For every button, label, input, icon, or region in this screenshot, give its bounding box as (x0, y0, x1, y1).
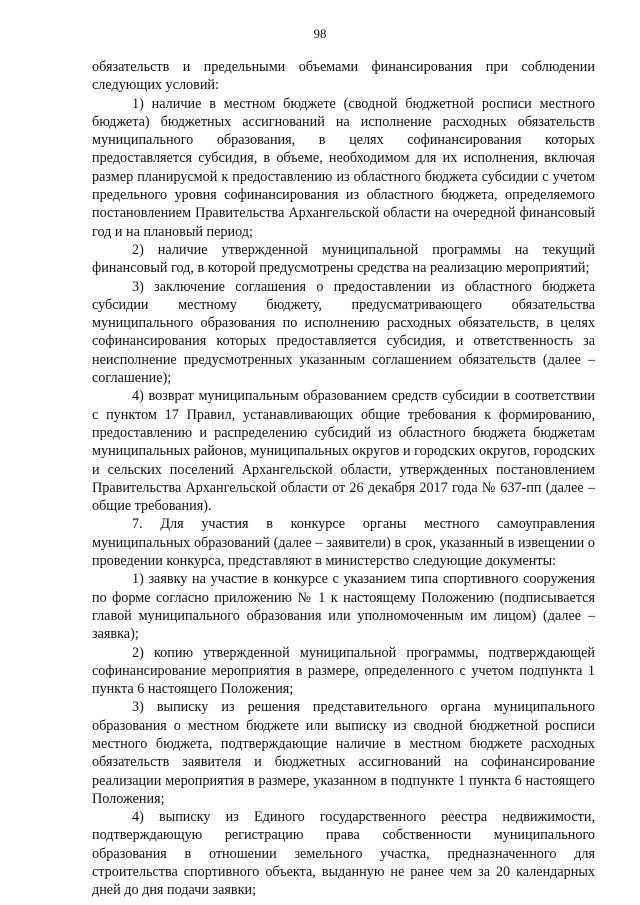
paragraph-condition-1: 1) наличие в местном бюджете (сводной бюджетной росписи местного бюджета) бюджетных ассигнований на исполнение расходных обязательств муниципального образования, в целях софинансирования которых предоставляется субсидия, в объеме, необходимом для их исполнения, включая размер планирусмой к предоставлению из областного бюджета субсидии с учетом предельного уровня софинансирования из областного бюджета, определяемого постановлением Правительства Архангельской области на очередной финансовый год и на плановый период; (92, 95, 595, 240)
paragraph-continuation: обязательств и предельными объемами финансирования при соблюдении следующих условий: (92, 59, 595, 94)
paragraph-condition-2: 2) наличие утвержденной муниципальной программы на текущий финансовый год, в которой предусмотрены средства на реализацию мероприятий; (92, 241, 595, 277)
document-body (92, 58, 595, 900)
paragraph-document-3: 3) выписку из решения представительного органа муниципального образования о местном бюджете или выписку из сводной бюджетной росписи местного бюджета, подтверждающие наличие в местном бюджете расходных обязательств заявителя и бюджетных ассигнований на софинансирование реализации мероприятия в размере, указанном в подпункте 1 пункта 6 настоящего Положения; (92, 699, 595, 807)
paragraph-condition-3: 3) заключение соглашения о предоставлении из областного бюджета субсидии местному бюджету, предусматривающего обязательства муниципального образования по исполнению расходных обязательств, в целях софинансирования которых предоставляется субсидия, и ответственность за неисполнение предусмотренных указанным соглашением обязательств (далее – соглашение); (92, 278, 595, 387)
paragraph-clause-7: 7. Для участия в конкурсе органы местного самоуправления муниципальных образований (далее – заявители) в срок, указанный в извещении о проведении конкурса, представляют в министерство следующие документы: (92, 516, 595, 570)
page-number: 98 (313, 26, 327, 41)
paragraph-document-2: 2) копию утвержденной муниципальной программы, подтверждающей софинансирование мероприятия в размере, определенного с учетом подпункта 1 пункта 6 настоящего Положения; (92, 644, 595, 698)
paragraph-document-1: 1) заявку на участие в конкурсе с указанием типа спортивного сооружения по форме согласно приложению № 1 к настоящему Положению (подписывается главой муниципального образования или уполномоченным им лицом) (далее – заявка); (92, 571, 595, 643)
paragraph-document-4: 4) выписку из Единого государственного реестра недвижимости, подтверждающую регистрацию права собственности муниципального образования в отношении земельного участка, предназначенного для строительства спортивного объекта, выданную не ранее чем за 20 календарных дней до дня подачи заявки; (92, 809, 595, 899)
paragraph-condition-4: 4) возврат муниципальным образованием средств субсидии в соответствии с пунктом 17 Правил, устанавливающих общие требования к формированию, предоставлению и распределению субсидий из областного бюджета бюджетам муниципальных районов, муниципальных округов и городских округов, городских и сельских поселений Архангельской области, утвержденных постановлением Правительства Архангельской области от 26 декабря 2017 года № 637-пп (далее – общие требования). (92, 388, 595, 515)
